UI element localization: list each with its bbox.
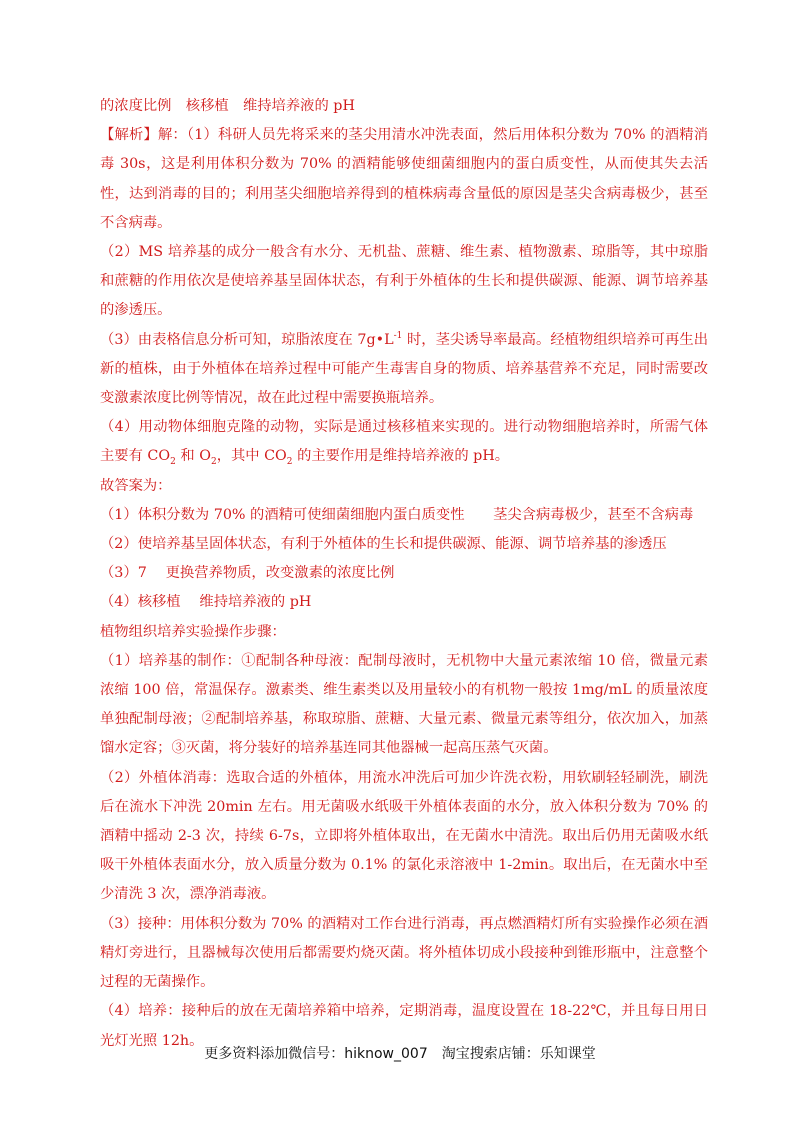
analysis-text-3b: 时，茎尖诱导率最高。经植物组织培养可再生出新的植株，由于外植体在培养过程中可能产生毒害自身的物质、培养基营养不充足，同时需要改变激素浓度比例等情况，故在此过程中需要换瓶培养。 bbox=[100, 331, 708, 407]
answer-item-3: （3）7 更换营养物质，改变激素的浓度比例 bbox=[100, 565, 395, 582]
answer-item-1: （1）体积分数为 70% 的酒精可使细菌细胞内蛋白质变性 茎尖含病毒极少，甚至不含病毒 bbox=[100, 506, 694, 523]
step-3: （3）接种：用体积分数为 70% 的酒精对工作台进行消毒，再点燃酒精灯所有实验操作必须在酒精灯旁进行，且器械每次使用后都需要灼烧灭菌。将外植体切成小段接种到锥形瓶中，注意整个过程的无菌操作。 bbox=[100, 915, 708, 991]
analysis-paragraph-3 bbox=[100, 326, 708, 414]
answer-item-4: （4）核移植 维持培养液的 pH bbox=[100, 594, 312, 611]
analysis-text-4b: 和 O bbox=[175, 448, 211, 465]
answer-continuation-line: 的浓度比例 核移植 维持培养液的 pH bbox=[100, 98, 355, 114]
analysis-text-4c: ，其中 CO bbox=[216, 448, 287, 465]
o2-subscript: 2 bbox=[210, 457, 217, 468]
analysis-paragraph-1 bbox=[100, 121, 708, 238]
co2-subscript: 2 bbox=[170, 457, 176, 468]
answer-item-2: （2）使培养基呈固体状态，有利于外植体的生长和提供碳源、能源、调节培养基的渗透压 bbox=[100, 536, 667, 553]
document-body bbox=[100, 92, 708, 1056]
analysis-paragraph-2: （2）MS 培养基的成分一般含有水分、无机盐、蔗糖、维生素、植物激素、琼脂等，其中琼脂和蔗糖的作用依次是使培养基呈固体状态，有利于外植体的生长和提供碳源、能源、调节培养基的渗透压。 bbox=[100, 244, 708, 319]
page-footer: 更多资料添加微信号：hiknow_007 淘宝搜索店铺：乐知课堂 bbox=[204, 1046, 596, 1062]
step-2: （2）外植体消毒：选取合适的外植体，用流水冲洗后可加少许洗衣粉，用软刷轻轻刷洗，刷洗后在流水下冲洗 20min 左右。用无菌吸水纸吸干外植体表面的水分，放入体积分数为 70% 的酒精中摇动 2-3 次，持续 6-7s，立即将外植体取出，在无菌水中清洗。取出后仍用无菌吸水纸吸干外植体表面水分，放入质量分数为 0.1% 的氯化汞溶液中 1-2min。取出后，在无菌水中至少清洗 3 次，漂净消毒液。 bbox=[100, 769, 708, 903]
co2-subscript-2: 2 bbox=[286, 457, 293, 468]
unit-superscript: -1 bbox=[393, 330, 403, 341]
analysis-text-1: 解：（1）科研人员先将采来的茎尖用清水冲洗表面，然后用体积分数为 70% 的酒精消毒 30s，这是利用体积分数为 70% 的酒精能够使细菌细胞内的蛋白质变性，从而使其失去活性，达到消毒的目的；利用茎尖细胞培养得到的植株病毒含量低的原因是茎尖含病毒极少，甚至不含病毒。 bbox=[100, 127, 709, 231]
step-1: （1）培养基的制作：①配制各种母液：配制母液时，无机物中大量元素浓缩 10 倍，微量元素浓缩 100 倍，常温保存。激素类、维生素类以及用量较小的有机物一般按 1mg/mL 的质量浓度单独配制母液；②配制培养基，称取琼脂、蔗糖、大量元素、微量元素等组分，依次加入，加蒸馏水定容；③灭菌，将分装好的培养基连同其他器械一起高压蒸气灭菌。 bbox=[100, 652, 708, 757]
analysis-paragraph-4 bbox=[100, 413, 708, 471]
step-4: （4）培养：接种后的放在无菌培养箱中培养，定期消毒，温度设置在 18-22℃，并且每日用日光灯光照 12h。 bbox=[100, 1003, 708, 1049]
analysis-tag: 【解析】 bbox=[100, 127, 158, 144]
analysis-text-3a: （3）由表格信息分析可知，琼脂浓度在 7g•L bbox=[100, 331, 394, 348]
analysis-text-4d: 的主要作用是维持培养液的 pH。 bbox=[292, 448, 510, 465]
answer-heading: 故答案为： bbox=[100, 477, 172, 494]
analysis-text-4a: （4）用动物体细胞克隆的动物，实际是通过核移植来实现的。进行动物细胞培养时，所需气体主要有 CO bbox=[100, 419, 708, 465]
steps-heading: 植物组织培养实验操作步骤： bbox=[100, 623, 286, 640]
